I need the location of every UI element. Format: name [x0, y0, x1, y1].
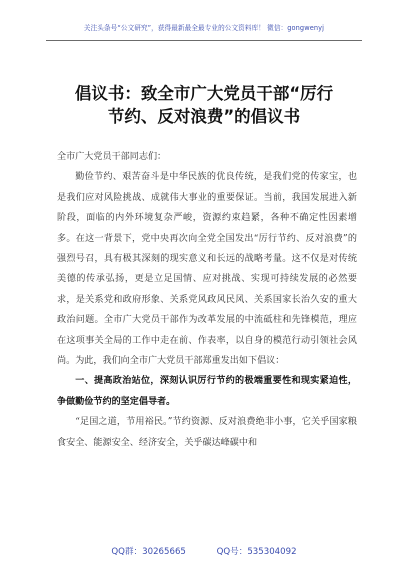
header-divider [46, 40, 362, 41]
header-promo-text: 关注头条号“公文研究”，获得最新最全最专业的公文资料库！ 微信：gongwenyj [83, 24, 325, 32]
salutation: 全市广大党员干部同志们： [57, 152, 167, 162]
footer-contact [0, 545, 408, 557]
footer-qq-number: QQ号：535304092 [216, 547, 297, 557]
title-line-1: 倡议书：致全市广大党员干部“厉行 [74, 84, 334, 103]
paragraph-2: “足国之道，节用裕民。”节约资源、反对浪费绝非小事，它关乎国家粮食安全、能源安全、经济安全，关乎碳达峰碳中和 [57, 417, 357, 448]
section-heading-1: 一、提高政治站位，深刻认识厉行节约的极端重要性和现实紧迫性，争做勤俭节约的坚定倡导者。 [57, 376, 357, 407]
footer-qq-group: QQ群：30265665 [111, 547, 186, 557]
paragraph-intro: 勤俭节约、艰苦奋斗是中华民族的优良传统，是我们党的传家宝，也是我们应对风险挑战、成就伟大事业的重要保证。当前，我国发展进入新阶段，面临的内外环境复杂严峻，资源约束趋紧，各种不确定性因素增多。在这一背景下，党中央再次向全党全国发出“厉行节约、反对浪费”的强烈号召，具有极其深刻的现实意义和长远的战略考量。这不仅是对传统美德的传承弘扬，更是立足国情、应对挑战、实现可持续发展的必然要求，是关系党和政府形象、关系党风政风民风、关系国家长治久安的重大政治问题。全市广大党员干部作为改革发展的中流砥柱和先锋模范，理应在这项事关全局的工作中走在前、作表率，以自身的模范行动引领社会风尚。为此，我们向全市广大党员干部郑重发出如下倡议： [57, 172, 357, 367]
document-title [46, 82, 362, 128]
title-line-2: 节约、反对浪费”的倡议书 [107, 107, 301, 126]
document-body [57, 147, 357, 453]
